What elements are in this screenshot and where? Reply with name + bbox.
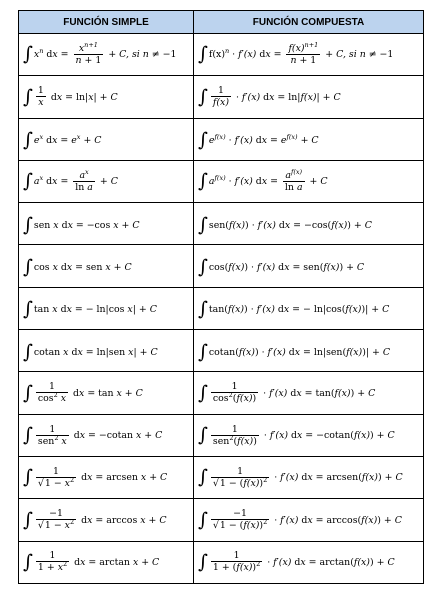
formula-simple (19, 76, 194, 118)
formula: ∫cos x dx = sen x + C (23, 256, 132, 279)
table-row (19, 118, 424, 160)
formula: ∫cotan x dx = ln|sen x| + C (23, 340, 158, 363)
formula-composite (194, 203, 424, 245)
formula-simple (19, 414, 194, 456)
formula: ∫cotan(f(x)) · f′(x) dx = ln|sen(f(x))| + C (198, 340, 391, 363)
formula: ∫ $\frac{-1}{√1 - x^2}$ dx = arccos x + C (23, 508, 167, 532)
formula-simple (19, 160, 194, 202)
formula-composite (194, 245, 424, 287)
table-row (19, 541, 424, 583)
formula: $\int f(x)^n \cdot f'(x)$ dx = $\frac{f(x)^{n+1}}{n + 1}$ + C, si n ≠ −1 (198, 40, 394, 66)
formula: ∫tan(f(x)) · f′(x) dx = − ln|cos(f(x))| + C (198, 298, 390, 321)
formula-composite (194, 541, 424, 583)
formula: ∫ $\frac{1}{sen^2(f(x))}$ · f′(x) dx = −cotan(f(x)) + C (198, 423, 395, 447)
formula-simple (19, 34, 194, 76)
formula: $\int a^x$ dx = $\frac{a^x}{\text{ln a}}$ + C (23, 167, 118, 193)
table-row (19, 499, 424, 541)
formula: ∫ $\frac{1}{√1 - x^2}$ dx = arcsen x + C (23, 465, 168, 489)
table-row (19, 456, 424, 498)
header-simple: FUNCIÓN SIMPLE (19, 11, 194, 34)
formula: ∫ $\frac{1}{\cos^2 x}$ dx = tan x + C (23, 381, 143, 405)
formula: ∫ $\frac{-1}{√1 - (f(x))^2}$ · f′(x) dx = arccos(f(x)) + C (198, 508, 402, 532)
formula-composite (194, 499, 424, 541)
formula-composite (194, 287, 424, 329)
formula: ∫ $\frac{1}{f(x)}$ · f′(x) dx = ln|f(x)| + C (198, 85, 341, 109)
formula: $\int e^{f(x)} \cdot f'(x)$ dx = $e^{f(x)} + C$ (198, 129, 319, 152)
formula: ∫ $\frac{1}{\cos^2(f(x))}$ · f′(x) dx = tan(f(x)) + C (198, 381, 376, 405)
table-row (19, 203, 424, 245)
table-row (19, 160, 424, 202)
table-row (19, 330, 424, 372)
table-row (19, 76, 424, 118)
formula: ∫sen(f(x)) · f′(x) dx = −cos(f(x)) + C (198, 213, 372, 236)
formula: ∫ $\frac{1}{sen^2 x}$ dx = −cotan x + C (23, 423, 163, 447)
formula-simple (19, 245, 194, 287)
formula-composite (194, 330, 424, 372)
formula: ∫ $\frac{1}{1 + (f(x))^2}$ · f′(x) dx = arctan(f(x)) + C (198, 550, 395, 574)
table-row (19, 34, 424, 76)
formula: $\int e^x$ dx = $e^x + C$ (23, 129, 102, 152)
table-row (19, 414, 424, 456)
header-composite: FUNCIÓN COMPUESTA (194, 11, 424, 34)
formula-composite (194, 456, 424, 498)
table-row (19, 372, 424, 414)
formula-simple (19, 330, 194, 372)
integrals-table (18, 10, 424, 584)
formula-composite (194, 34, 424, 76)
formula-simple (19, 118, 194, 160)
formula: $\int x^n$ dx = $\frac{x^{n+1}}{n + 1}$ + C, si n ≠ −1 (23, 40, 177, 66)
table-row (19, 245, 424, 287)
formula-composite (194, 76, 424, 118)
formula: ∫ $\frac{1}{√1 - (f(x))^2}$ · f′(x) dx = arcsen(f(x)) + C (198, 465, 403, 489)
table-row (19, 287, 424, 329)
formula-simple (19, 203, 194, 245)
formula-composite (194, 372, 424, 414)
formula-simple (19, 287, 194, 329)
formula: ∫sen x dx = −cos x + C (23, 213, 140, 236)
formula: ∫tan x dx = − ln|cos x| + C (23, 298, 157, 321)
formula: ∫cos(f(x)) · f′(x) dx = sen(f(x)) + C (198, 256, 365, 279)
formula-simple (19, 456, 194, 498)
formula-simple (19, 499, 194, 541)
formula: ∫ $\frac{1}{x}$ dx = ln|x| + C (23, 85, 118, 109)
formula-composite (194, 414, 424, 456)
formula: ∫ $\frac{1}{1 + x^2}$ dx = arctan x + C (23, 550, 160, 574)
header-row (19, 11, 424, 34)
formula: $\int a^{f(x)} \cdot f'(x)$ dx = $\frac{a^{f(x)}}{\text{ln a}}$ + C (198, 167, 328, 193)
formula-simple (19, 372, 194, 414)
formula-composite (194, 160, 424, 202)
formula-composite (194, 118, 424, 160)
formula-simple (19, 541, 194, 583)
